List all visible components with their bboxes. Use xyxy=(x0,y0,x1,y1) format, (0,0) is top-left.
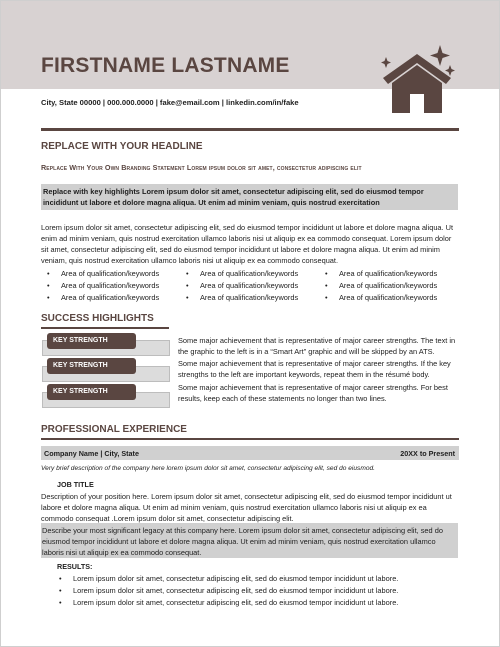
qualifications-column-1 xyxy=(44,268,159,304)
branding-statement: Replace With Your Own Branding Statement Lorem ipsum dolor sit amet, consectetur adipiscing elit xyxy=(41,163,362,172)
bullet: • xyxy=(325,281,328,290)
bullet: • xyxy=(59,598,62,607)
bullet: • xyxy=(59,586,62,595)
qualification-item xyxy=(322,292,437,304)
result-item xyxy=(57,597,398,609)
professional-experience-underline xyxy=(41,438,459,440)
bullet: • xyxy=(47,269,50,278)
key-strength-description: Some major achievement that is representative of major career strengths. The text in the graphic to the left is in a “Smart Art” graphic and will be skipped by an ATS. xyxy=(178,336,456,356)
qualifications-column-3 xyxy=(322,268,437,304)
qualification-text: Area of qualification/keywords xyxy=(61,281,160,290)
key-highlights-text: Replace with key highlights Lorem ipsum dolor sit amet, consectetur adipiscing elit, sed do eiusmod tempor incididunt ut labore et dolore magna aliqua. Ut enim ad minim veniam, quis nostrud exercitation xyxy=(43,187,424,207)
bullet: • xyxy=(325,293,328,302)
header-divider xyxy=(41,128,459,131)
key-strength-label: KEY STRENGTH xyxy=(47,358,136,374)
key-strength-label: KEY STRENGTH xyxy=(47,384,136,400)
company-description: Very brief description of the company here lorem ipsum dolor sit amet, consectetur adipiscing elit, sed do eiusmod. xyxy=(41,465,376,472)
qualification-item xyxy=(322,268,437,280)
results-label: RESULTS: xyxy=(57,562,93,571)
position-description: Description of your position here. Lorem ipsum dolor sit amet, consectetur adipiscing elit, sed do eiusmod tempor incididunt ut labore et dolore magna aliqua. Ut enim ad minim veniam, quis nostrud exercitation ullamco laboris nisi ut aliquip ex ea commodo consequat .Lorem ipsum dolor sit amet, consectetur adipiscing elit. xyxy=(41,492,452,523)
qualification-item xyxy=(44,292,159,304)
bullet: • xyxy=(186,269,189,278)
result-text: Lorem ipsum dolor sit amet, consectetur adipiscing elit, sed do eiusmod tempor incididunt ut labore. xyxy=(73,574,399,583)
candidate-name: FIRSTNAME LASTNAME xyxy=(41,54,290,77)
bullet: • xyxy=(47,293,50,302)
bullet: • xyxy=(186,293,189,302)
headline-title: REPLACE WITH YOUR HEADLINE xyxy=(41,141,203,152)
company-name: Company Name | City, State xyxy=(44,449,139,458)
success-highlights-underline xyxy=(41,327,169,329)
bullet: • xyxy=(47,281,50,290)
bullet: • xyxy=(186,281,189,290)
qualification-text: Area of qualification/keywords xyxy=(61,269,160,278)
qualification-text: Area of qualification/keywords xyxy=(339,293,438,302)
qualification-item xyxy=(183,268,298,280)
sparkle-small-right xyxy=(445,65,455,76)
result-item xyxy=(57,573,398,585)
bullet: • xyxy=(59,574,62,583)
job-title: JOB TITLE xyxy=(57,480,94,489)
qualification-text: Area of qualification/keywords xyxy=(339,281,438,290)
qualifications-column-2 xyxy=(183,268,298,304)
qualification-text: Area of qualification/keywords xyxy=(200,269,299,278)
qualification-text: Area of qualification/keywords xyxy=(200,281,299,290)
qualification-item xyxy=(44,280,159,292)
legacy-text: Describe your most significant legacy at this company here. Lorem ipsum dolor sit amet, consectetur adipiscing elit, sed do eiusmod tempor incididunt ut labore et dolore magna aliqua. Ut enim ad minim veniam, quis nostrud exercitation ullamco laboris nisi ut aliquip ex ea commodo consequat. xyxy=(42,526,443,557)
success-highlights-title: SUCCESS HIGHLIGHTS xyxy=(41,313,154,324)
professional-experience-title: PROFESSIONAL EXPERIENCE xyxy=(41,424,187,435)
qualification-text: Area of qualification/keywords xyxy=(200,293,299,302)
results-list xyxy=(57,573,398,609)
qualification-text: Area of qualification/keywords xyxy=(61,293,160,302)
bullet: • xyxy=(325,269,328,278)
qualification-item xyxy=(183,292,298,304)
house-with-sparkles-icon xyxy=(378,44,456,116)
employment-dates: 20XX to Present xyxy=(400,449,455,458)
result-item xyxy=(57,585,398,597)
key-strength-description: Some major achievement that is representative of major career strengths. For best results, keep each of these statements no longer than two lines. xyxy=(178,383,448,403)
key-strength-description: Some major achievement that is representative of major career strengths. If the key strengths to the left are important keywords, repeat them in the résumé body. xyxy=(178,359,451,379)
contact-line: City, State 00000 | 000.000.0000 | fake@email.com | linkedin.com/in/fake xyxy=(41,98,299,107)
qualification-item xyxy=(322,280,437,292)
sparkle-small-left xyxy=(381,57,391,68)
qualification-item xyxy=(44,268,159,280)
sparkle-large xyxy=(430,45,450,66)
key-strength-label: KEY STRENGTH xyxy=(47,333,136,349)
result-text: Lorem ipsum dolor sit amet, consectetur adipiscing elit, sed do eiusmod tempor incididunt ut labore. xyxy=(73,598,399,607)
result-text: Lorem ipsum dolor sit amet, consectetur adipiscing elit, sed do eiusmod tempor incididunt ut labore. xyxy=(73,586,399,595)
qualification-text: Area of qualification/keywords xyxy=(339,269,438,278)
qualification-item xyxy=(183,280,298,292)
summary-paragraph: Lorem ipsum dolor sit amet, consectetur adipiscing elit, sed do eiusmod tempor incididunt ut labore et dolore magna aliqua. Ut enim ad minim veniam, quis nostrud exercitation ullamco laboris nisi ut aliquip ex ea commodo consequat. Lorem ipsum dolor sit amet, consectetur adipiscing elit, sed do eiusmod tempor incididunt ut labore et dolore magna aliqua. Ut enim ad minim veniam, quis nostrud exercitation ullamco laboris nisi ut aliquip ex ea commodo consequat. xyxy=(41,223,454,265)
